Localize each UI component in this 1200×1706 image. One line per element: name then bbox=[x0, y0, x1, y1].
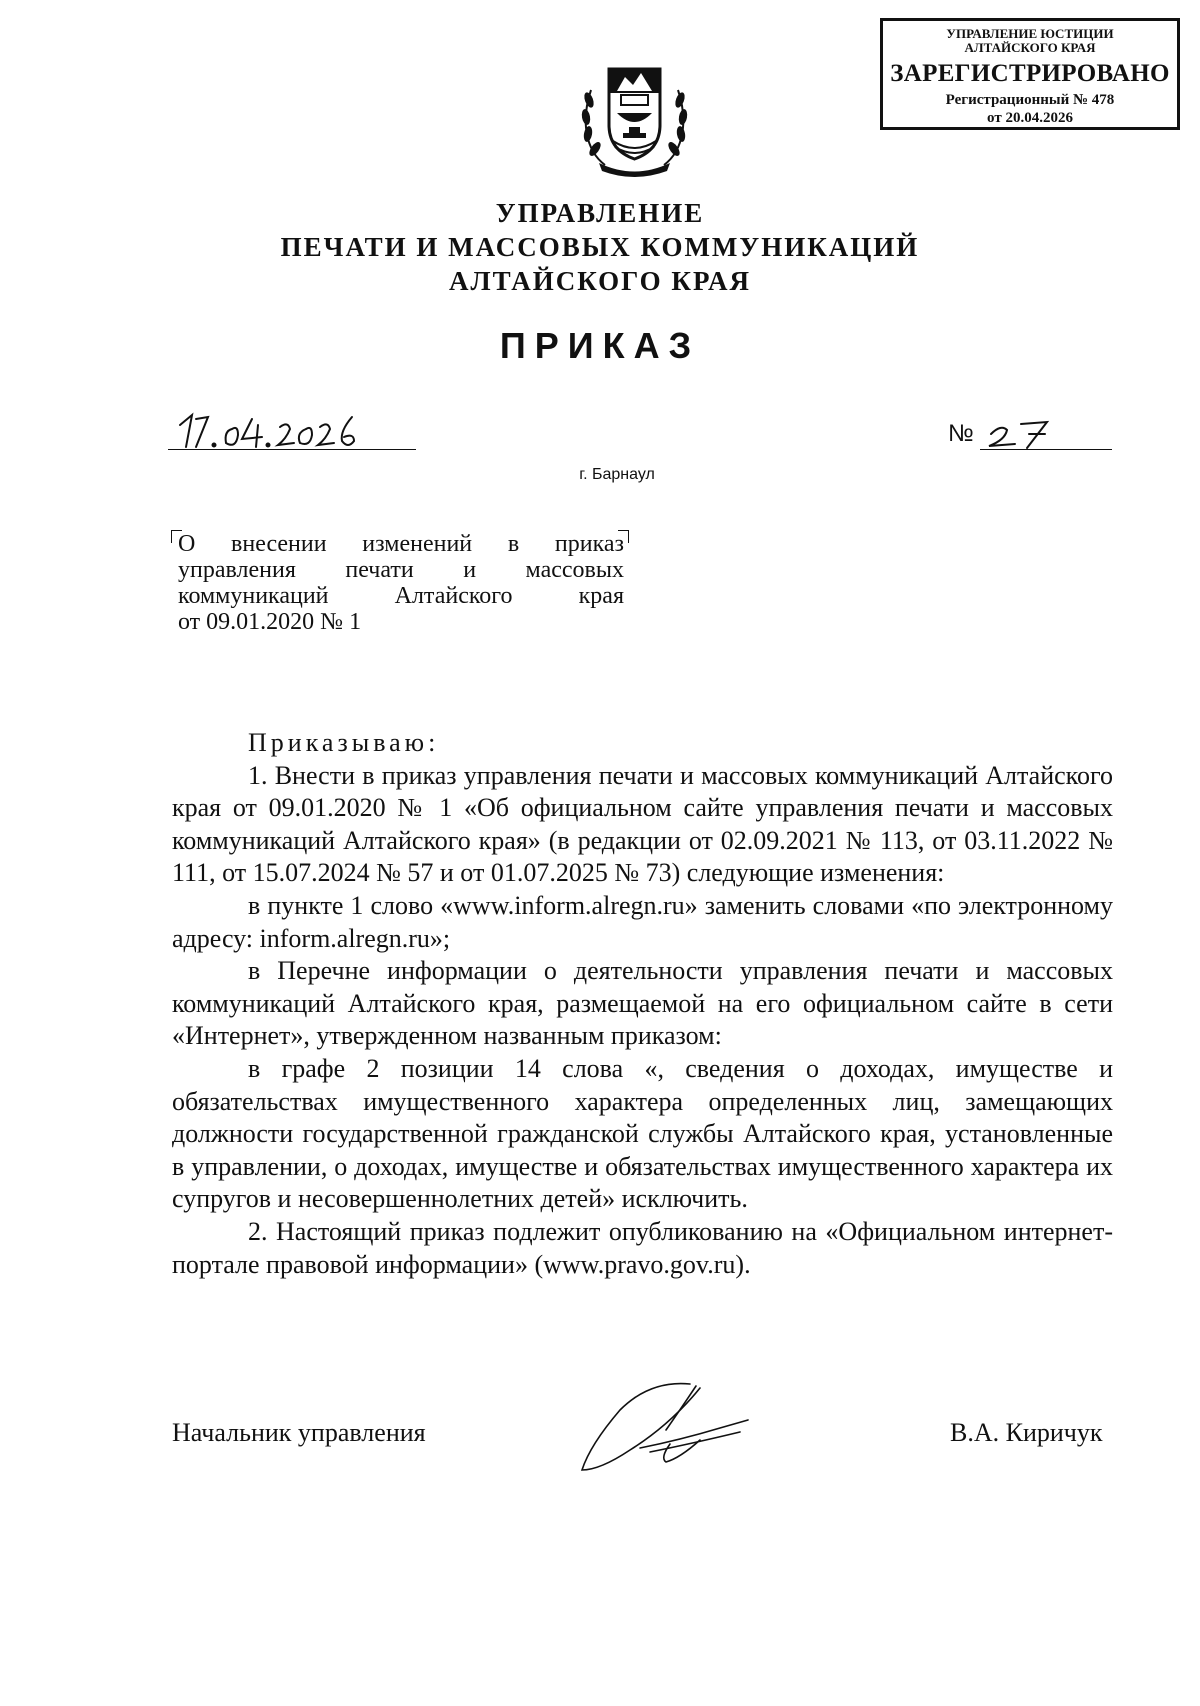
city: г. Барнаул bbox=[579, 466, 655, 483]
subject-block bbox=[178, 531, 624, 635]
paragraph-4: в графе 2 позиции 14 слова «, сведения о доходах, имуществе и обязательствах имущественного характера определенных лиц, замещающих должности государственной гражданской службы Алтайского края, установленные в управлении, о доходах, имуществе и обязательствах имущественного характера их супругов и несовершеннолетних детей» исключить. bbox=[172, 1053, 1113, 1214]
stamp-status: ЗАРЕГИСТРИРОВАНО bbox=[890, 60, 1170, 87]
altai-krai-coat-of-arms-icon bbox=[577, 55, 692, 180]
header-line3: АЛТАЙСКОГО КРАЯ bbox=[448, 266, 752, 296]
paragraph-5: 2. Настоящий приказ подлежит опубликованию на «Официальном интернет-портале правовой информации» (www.pravo.gov.ru). bbox=[172, 1216, 1113, 1279]
handwritten-number bbox=[985, 414, 1065, 450]
paragraph-2: в пункте 1 слово «www.inform.alregn.ru» заменить словами «по электронному адресу: inform.alregn.ru»; bbox=[172, 890, 1113, 953]
handwritten-date bbox=[176, 411, 396, 451]
number-label: № bbox=[948, 420, 974, 447]
subject-line1: О внесении изменений в приказ bbox=[178, 531, 624, 557]
stamp-reg-date: от 20.04.2026 bbox=[987, 110, 1073, 126]
signatory-name: В.А. Киричук bbox=[950, 1418, 1103, 1447]
header-line2: ПЕЧАТИ И МАССОВЫХ КОММУНИКАЦИЙ bbox=[280, 232, 920, 262]
registration-stamp bbox=[880, 18, 1180, 130]
stamp-org-line1: УПРАВЛЕНИЕ ЮСТИЦИИ bbox=[946, 26, 1114, 41]
document-body bbox=[172, 727, 1113, 1281]
number-underline bbox=[980, 449, 1112, 450]
paragraph-3: в Перечне информации о деятельности управления печати и массовых коммуникаций Алтайского края, размещаемой на его официальном сайте в сети «Интернет», утвержденном названным приказом: bbox=[172, 956, 1113, 1051]
signatory-position: Начальник управления bbox=[172, 1418, 426, 1447]
header-line1: УПРАВЛЕНИЕ bbox=[495, 198, 705, 228]
document-title: ПРИКАЗ bbox=[499, 325, 701, 366]
paragraph-1: 1. Внести в приказ управления печати и массовых коммуникаций Алтайского края от 09.01.2020 № 1 «Об официальном сайте управления печати и массовых коммуникаций Алтайского края» (в редакции от 02.09.2021 № 113, от 03.11.2022 № 111, от 15.07.2024 № 57 и от 01.07.2025 № 73) следующие изменения: bbox=[172, 760, 1113, 888]
subject-line3: коммуникаций Алтайского края bbox=[178, 583, 624, 609]
stamp-reg-number: Регистрационный № 478 bbox=[945, 92, 1115, 108]
organization-header bbox=[0, 196, 1200, 298]
subject-line2: управления печати и массовых bbox=[178, 557, 624, 583]
handwritten-signature-icon bbox=[570, 1370, 770, 1480]
date-underline bbox=[168, 449, 416, 450]
order-word: Приказываю: bbox=[248, 728, 440, 757]
subject-line4: от 09.01.2020 № 1 bbox=[178, 609, 362, 635]
stamp-org-line2: АЛТАЙСКОГО КРАЯ bbox=[964, 40, 1096, 55]
